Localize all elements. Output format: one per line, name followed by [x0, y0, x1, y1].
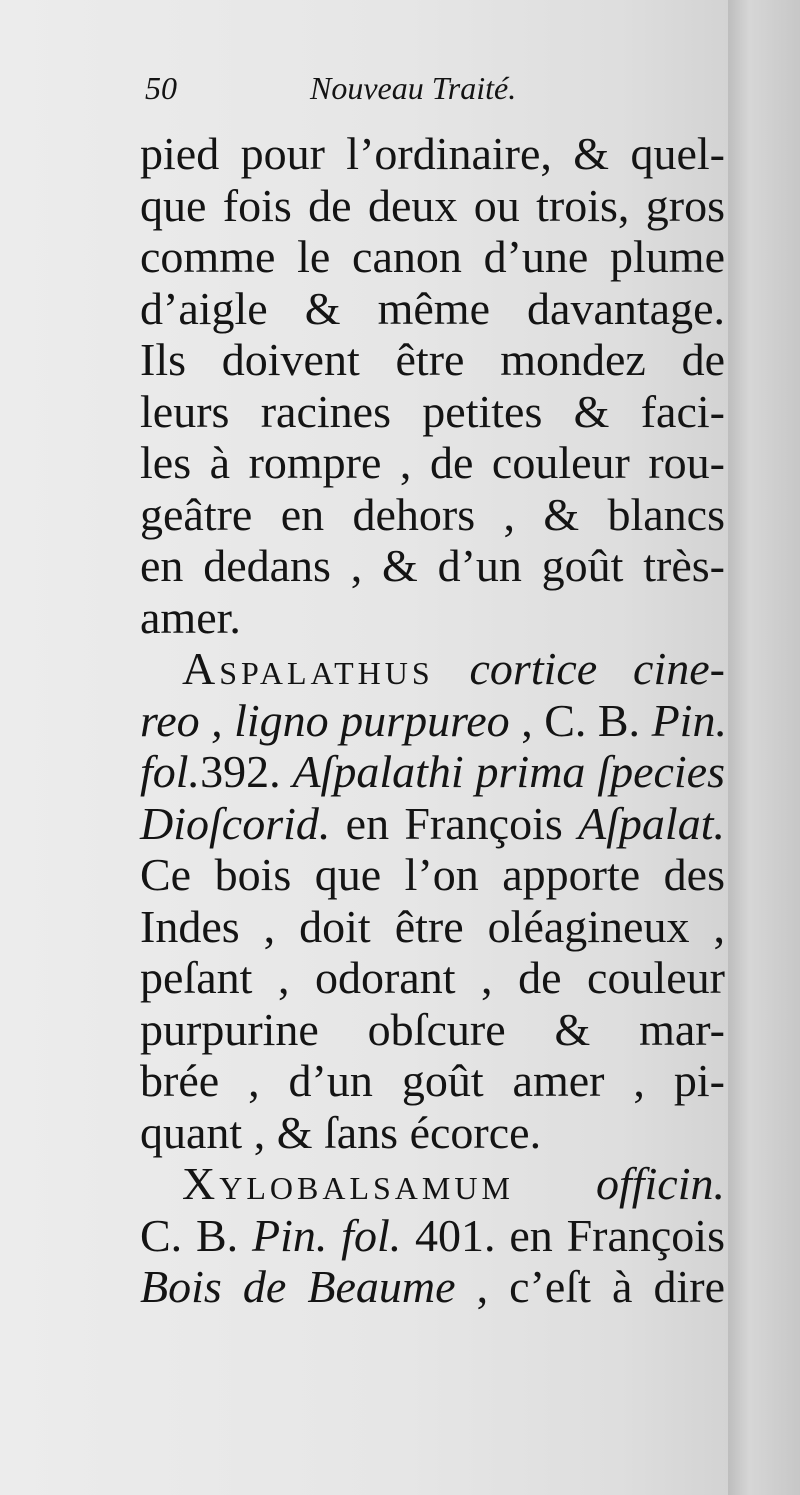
running-title: Nouveau Traité. [310, 70, 517, 106]
text-line: les à rompre , de couleur rou- [140, 437, 725, 488]
book-gutter [728, 0, 800, 1495]
text-line: Ils doivent être mondez de [140, 334, 725, 385]
text-line: geâtre en dehors , & blancs [140, 488, 725, 540]
text-line: brée , d’un goût amer , pi- [140, 1055, 725, 1106]
text-line: d’aigle & même davantage. [140, 282, 725, 334]
page-header [145, 70, 585, 110]
body-text [140, 128, 725, 1313]
text-line: Bois de Beaume , c’eſt à dire [140, 1261, 725, 1312]
text-line: quant , & ſans écorce. [140, 1106, 542, 1158]
text-line: C. B. Pin. fol. 401. en François [140, 1209, 725, 1261]
entry-heading-xylobalsamum: Xylobalsamum officin. [182, 1158, 725, 1209]
text-line: pied pour l’ordinaire, & quel- [140, 128, 725, 179]
text-line: fol.392. Aſpalathi prima ſpecies [140, 746, 726, 797]
text-line: peſant , odorant , de couleur [140, 952, 725, 1003]
text-line: Ce bois que l’on apporte des [140, 849, 725, 900]
text-line: en dedans , & d’un goût très- [140, 540, 725, 591]
text-line: reo , ligno purpureo , C. B. Pin. [140, 694, 727, 746]
page-number: 50 [145, 70, 177, 106]
entry-heading-aspalathus: Aspalathus cortice cine- [182, 643, 725, 694]
text-line: Dioſcorid. en François Aſpalat. [140, 797, 725, 849]
text-line: que fois de deux ou trois, gros [140, 179, 725, 231]
text-line: purpurine obſcure & mar- [140, 1003, 725, 1055]
text-line: comme le canon d’une plume [140, 231, 725, 282]
text-line: Indes , doit être oléagineux , [140, 900, 725, 952]
text-line: leurs racines petites & faci- [140, 385, 725, 437]
text-line: amer. [140, 591, 241, 643]
